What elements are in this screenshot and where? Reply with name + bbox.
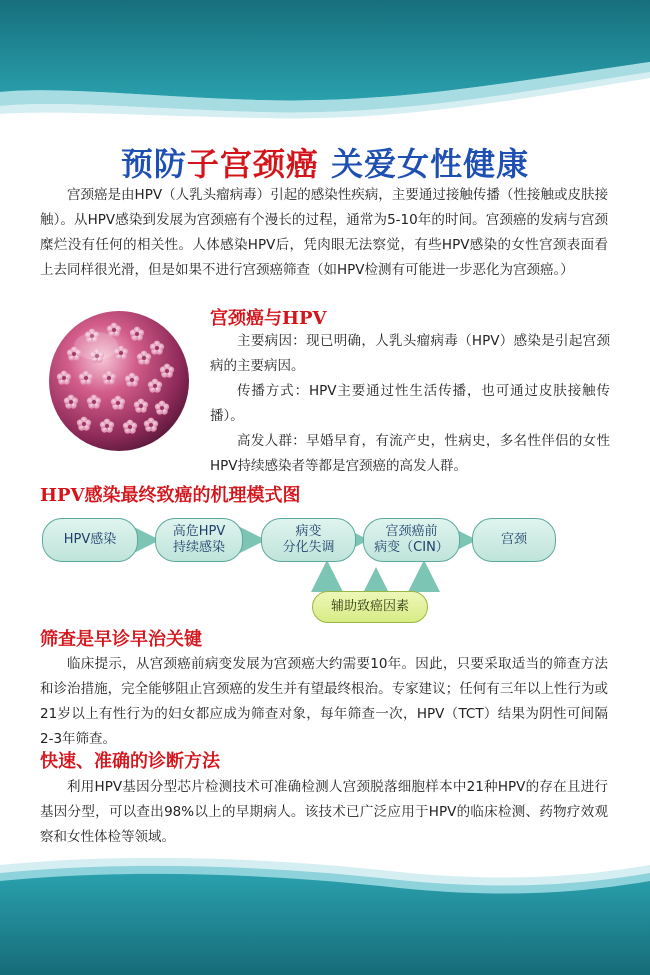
hpv-cause-item: 主要病因：现已明确，人乳头瘤病毒（HPV）感染是引起宫颈病的主要病因。 <box>210 333 610 374</box>
screening-heading: 筛查是早诊早治关键 <box>40 629 202 650</box>
title-part-prevent: 预防 <box>120 145 187 183</box>
hpv-section-heading: 宫颈癌与HPV <box>210 308 327 329</box>
hpv-section-list <box>210 329 610 479</box>
flow-node-lesion: 病变 分化失调 <box>261 518 356 562</box>
flow-node-precancer-cin: 宫颈癌前 病变（CIN） <box>363 518 460 562</box>
flow-node-cervix: 宫颈 <box>472 518 556 562</box>
diagnosis-heading: 快速、准确的诊断方法 <box>40 751 220 772</box>
hpv-virus-illustration <box>44 306 194 456</box>
hpv-risk-group-item: 高发人群：早婚早育，有流产史，性病史，多名性伴侣的女性HPV持续感染者等都是宫颈癌的高发人群。 <box>210 433 610 474</box>
page-title <box>0 139 650 185</box>
title-part-cervical-cancer: 子宫颈癌 <box>186 145 319 183</box>
mechanism-flow-diagram <box>0 510 650 625</box>
bottom-wave-decoration <box>0 835 650 975</box>
flow-node-auxiliary-factors: 辅助致癌因素 <box>312 591 428 623</box>
flow-node-hpv-infection: HPV感染 <box>42 518 138 562</box>
mechanism-heading: HPV感染最终致癌的机理模式图 <box>40 485 301 506</box>
title-part-care: 关爱女性健康 <box>331 145 530 183</box>
flow-node-high-risk-persistent: 高危HPV 持续感染 <box>155 518 243 562</box>
diagnosis-paragraph: 利用HPV基因分型芯片检测技术可准确检测人宫颈脱落细胞样本中21种HPV的存在且进行基因分型，可以查出98%以上的早期病人。该技术已广泛应用于HPV的临床检测、药物疗效观察和女性体检等领域。 <box>40 779 608 845</box>
intro-paragraph: 宫颈癌是由HPV（人乳头瘤病毒）引起的感染性疾病，主要通过接触传播（性接触或皮肤接触）。从HPV感染到发展为宫颈癌有个漫长的过程，通常为5-10年的时间。宫颈癌的发病与宫颈糜烂没有任何的相关性。人体感染HPV后，凭肉眼无法察觉，有些HPV感染的女性宫颈表面看上去同样很光滑，但是如果不进行宫颈癌筛查（如HPV检测有可能进一步恶化为宫颈癌。） <box>40 187 608 278</box>
hpv-transmission-item: 传播方式：HPV主要通过性生活传播，也可通过皮肤接触传播）。 <box>210 383 610 424</box>
top-wave-decoration <box>0 0 650 130</box>
screening-paragraph: 临床提示，从宫颈癌前病变发展为宫颈癌大约需要10年。因此，只要采取适当的筛查方法和诊治措施，完全能够阻止宫颈癌的发生并有望最终根治。专家建议；任何有三年以上性行为或21岁以上有性行为的妇女都应成为筛查对象，每年筛查一次，HPV（TCT）结果为阴性可间隔2-3年筛查。 <box>40 656 608 747</box>
